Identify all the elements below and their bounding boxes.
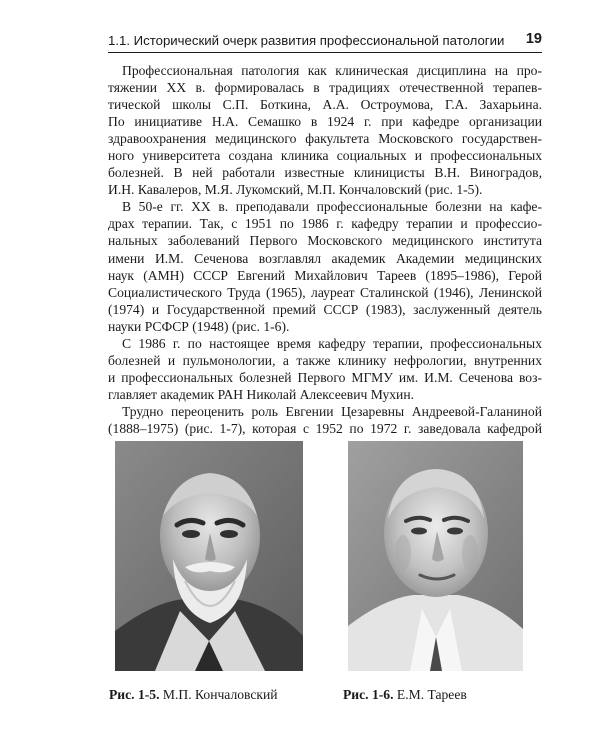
- paragraph: [108, 403, 542, 437]
- figure-caption: [343, 687, 467, 703]
- text-line: здравоохранения медицинского факультета Московского государствен-: [108, 131, 542, 147]
- text-line: Профессиональная патология как клиническая дисциплина на про-: [122, 63, 542, 78]
- text-line: тяжении XX в. формировалась в традициях отечественной терапев-: [108, 80, 542, 96]
- text-line: наук (АМН) СССР Евгений Михайлович Тареев (1895–1986), Герой: [108, 267, 542, 283]
- header-title: 1.1. Исторический очерк развития профессиональной патологии: [108, 33, 505, 48]
- figure-label: Рис. 1-6.: [343, 687, 394, 702]
- text-line: и профессиональных болезней Первого МГМУ им. И.М. Сеченова воз-: [108, 369, 542, 385]
- paragraph: [108, 198, 542, 334]
- portrait-konchalovsky-photo: [115, 441, 303, 671]
- text-line: главляет академик РАН Николай Алексеевич Мухин.: [108, 386, 414, 402]
- figure-name: М.П. Кончаловский: [162, 687, 278, 702]
- text-line: болезней и пульмонологии, а также клинику нефрологии, внутренних: [108, 352, 542, 368]
- portrait-tareev-photo: [348, 441, 523, 671]
- text-line: По инициативе Н.А. Семашко в 1924 г. при кафедре организации: [108, 114, 542, 130]
- text-line: драх терапии. Так, с 1951 по 1986 г. кафедру терапии и профессио-: [108, 216, 542, 232]
- text-line: Социалистического Труда (1965), лауреат Сталинской (1946), Ленинской: [108, 284, 542, 300]
- text-line: Трудно переоценить роль Евгении Цезаревны Андреевой-Галаниной: [122, 403, 542, 419]
- paragraph: [108, 335, 542, 403]
- text-line: В 50-е гг. XX в. преподавали профессиональные болезни на кафе-: [122, 199, 542, 215]
- text-line: имени И.М. Сеченова возглавлял академик Академии медицинских: [108, 250, 542, 266]
- text-line: ного университета создана клиника социальных и профессиональных: [108, 148, 542, 164]
- figure-name: Е.М. Тареев: [396, 687, 467, 702]
- text-line: И.Н. Кавалеров, М.Я. Лукомский, М.П. Кончаловский (рис. 1-5).: [108, 182, 483, 198]
- page-number: 19: [525, 31, 542, 47]
- text-line: (1974) и Государственной премий СССР (1983), заслуженный деятель: [108, 301, 542, 317]
- body-text: [108, 62, 542, 437]
- text-line: науки РСФСР (1948) (рис. 1-6).: [108, 318, 290, 334]
- figure-label: Рис. 1-5.: [109, 687, 160, 702]
- text-line: нальных заболеваний Первого Московского медицинского института: [108, 233, 542, 249]
- paragraph: [108, 62, 542, 198]
- text-line: болезней. В ней работали известные клиницисты В.Н. Виноградов,: [108, 165, 542, 181]
- text-line: С 1986 г. по настоящее время кафедру терапии, профессиональных: [122, 335, 542, 351]
- text-line: тической школы С.П. Боткина, А.А. Остроумова, Г.А. Захарьина.: [108, 97, 542, 113]
- running-header: [108, 30, 542, 53]
- text-line: (1888–1975) (рис. 1-7), которая с 1952 по 1972 г. заведовала кафедрой: [108, 420, 542, 436]
- figure-caption: [109, 687, 278, 703]
